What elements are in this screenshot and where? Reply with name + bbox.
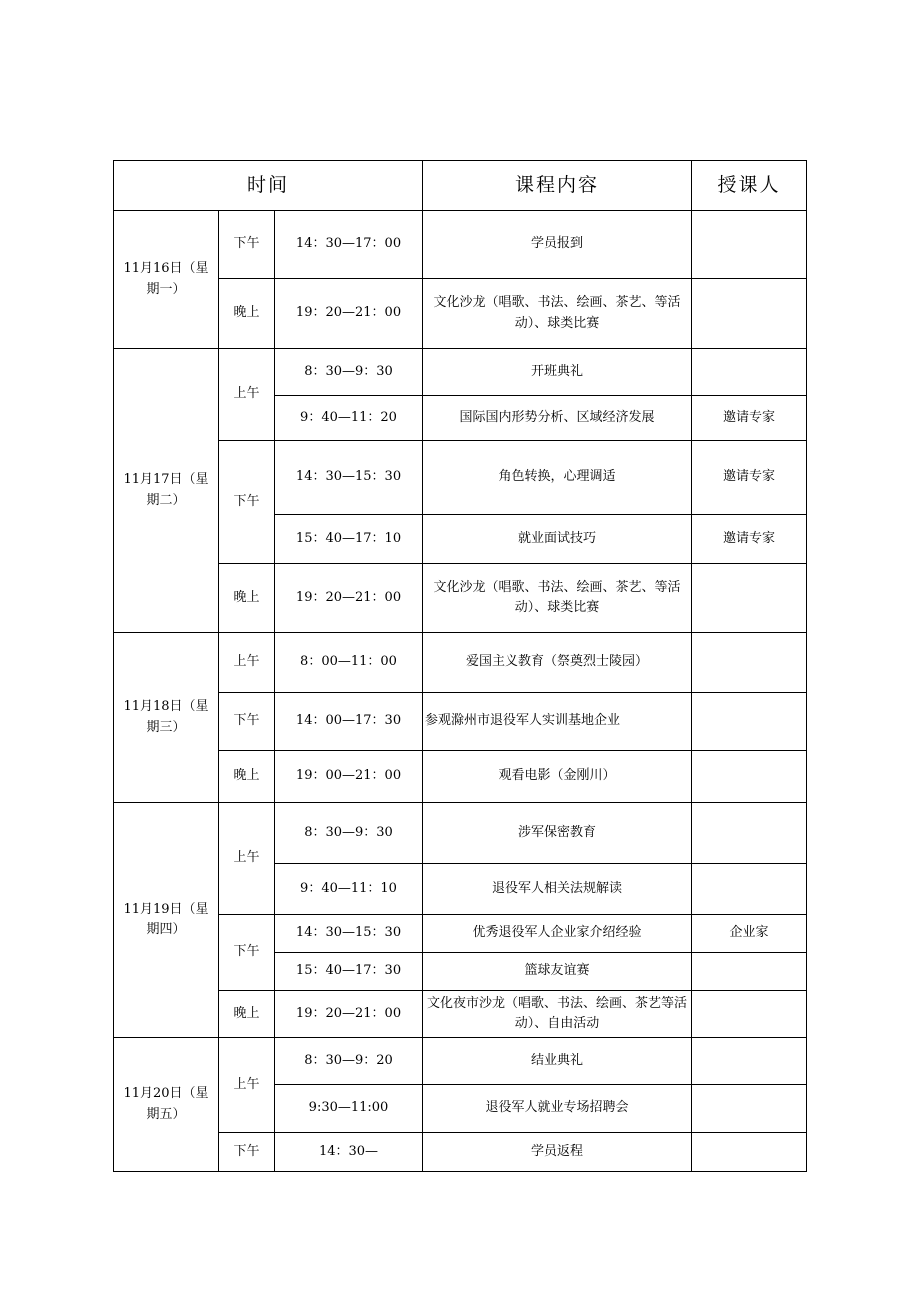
time-cell: 8：30—9：20 [275,1038,423,1085]
content-cell: 文化沙龙（唱歌、书法、绘画、茶艺、等活动）、球类比赛 [423,279,692,349]
teacher-cell [692,633,807,693]
teacher-cell [692,1133,807,1172]
date-cell: 11月19日（星期四） [114,803,219,1038]
content-cell: 篮球友谊赛 [423,953,692,991]
content-cell: 参观滁州市退役军人实训基地企业 [423,693,692,751]
date-cell: 11月16日（星期一） [114,211,219,349]
period-cell: 上午 [219,1038,275,1133]
period-cell: 上午 [219,803,275,915]
time-cell: 9：40—11：10 [275,864,423,915]
teacher-cell [692,279,807,349]
content-cell: 学员报到 [423,211,692,279]
header-row [114,161,807,211]
teacher-cell [692,953,807,991]
table-row [114,211,807,279]
period-cell: 晚上 [219,991,275,1038]
content-cell: 爱国主义教育（祭奠烈士陵园） [423,633,692,693]
teacher-cell [692,1038,807,1085]
content-cell: 就业面试技巧 [423,515,692,564]
time-cell: 14：30—15：30 [275,441,423,515]
period-cell: 下午 [219,1133,275,1172]
time-cell: 19：20—21：00 [275,279,423,349]
content-cell: 涉军保密教育 [423,803,692,864]
time-cell: 9：40—11：20 [275,396,423,441]
teacher-cell: 企业家 [692,915,807,953]
period-cell: 上午 [219,633,275,693]
period-cell: 晚上 [219,564,275,633]
time-cell: 19：20—21：00 [275,564,423,633]
content-cell: 观看电影（金刚川） [423,751,692,803]
teacher-cell [692,803,807,864]
content-cell: 结业典礼 [423,1038,692,1085]
time-cell: 8：30—9：30 [275,349,423,396]
teacher-cell [692,991,807,1038]
teacher-cell [692,349,807,396]
content-cell: 学员返程 [423,1133,692,1172]
period-cell: 晚上 [219,279,275,349]
teacher-cell: 邀请专家 [692,515,807,564]
table-row [114,803,807,864]
header-teacher: 授课人 [692,161,807,211]
header-content: 课程内容 [423,161,692,211]
time-cell: 19：20—21：00 [275,991,423,1038]
teacher-cell [692,1085,807,1133]
date-cell: 11月17日（星期二） [114,349,219,633]
time-cell: 15：40—17：10 [275,515,423,564]
period-cell: 下午 [219,441,275,564]
date-cell: 11月18日（星期三） [114,633,219,803]
table-row [114,349,807,396]
content-cell: 角色转换，心理调适 [423,441,692,515]
teacher-cell [692,864,807,915]
schedule-table [113,160,807,1172]
time-cell: 14：30—15：30 [275,915,423,953]
teacher-cell: 邀请专家 [692,441,807,515]
teacher-cell [692,564,807,633]
content-cell: 文化沙龙（唱歌、书法、绘画、茶艺、等活动）、球类比赛 [423,564,692,633]
teacher-cell [692,751,807,803]
time-cell: 14：00—17：30 [275,693,423,751]
time-cell: 15：40—17：30 [275,953,423,991]
time-cell: 8：00—11：00 [275,633,423,693]
time-cell: 9:30—11:00 [275,1085,423,1133]
time-cell: 19：00—21：00 [275,751,423,803]
header-time: 时间 [114,161,423,211]
content-cell: 开班典礼 [423,349,692,396]
time-cell: 14：30—17：00 [275,211,423,279]
period-cell: 下午 [219,693,275,751]
date-cell: 11月20日（星期五） [114,1038,219,1172]
period-cell: 晚上 [219,751,275,803]
teacher-cell [692,211,807,279]
period-cell: 下午 [219,211,275,279]
period-cell: 下午 [219,915,275,991]
table-row [114,1038,807,1085]
time-cell: 14：30— [275,1133,423,1172]
content-cell: 退役军人就业专场招聘会 [423,1085,692,1133]
content-cell: 文化夜市沙龙（唱歌、书法、绘画、茶艺等活动）、自由活动 [423,991,692,1038]
table-row [114,633,807,693]
content-cell: 优秀退役军人企业家介绍经验 [423,915,692,953]
content-cell: 退役军人相关法规解读 [423,864,692,915]
teacher-cell: 邀请专家 [692,396,807,441]
period-cell: 上午 [219,349,275,441]
content-cell: 国际国内形势分析、区域经济发展 [423,396,692,441]
time-cell: 8：30—9：30 [275,803,423,864]
teacher-cell [692,693,807,751]
